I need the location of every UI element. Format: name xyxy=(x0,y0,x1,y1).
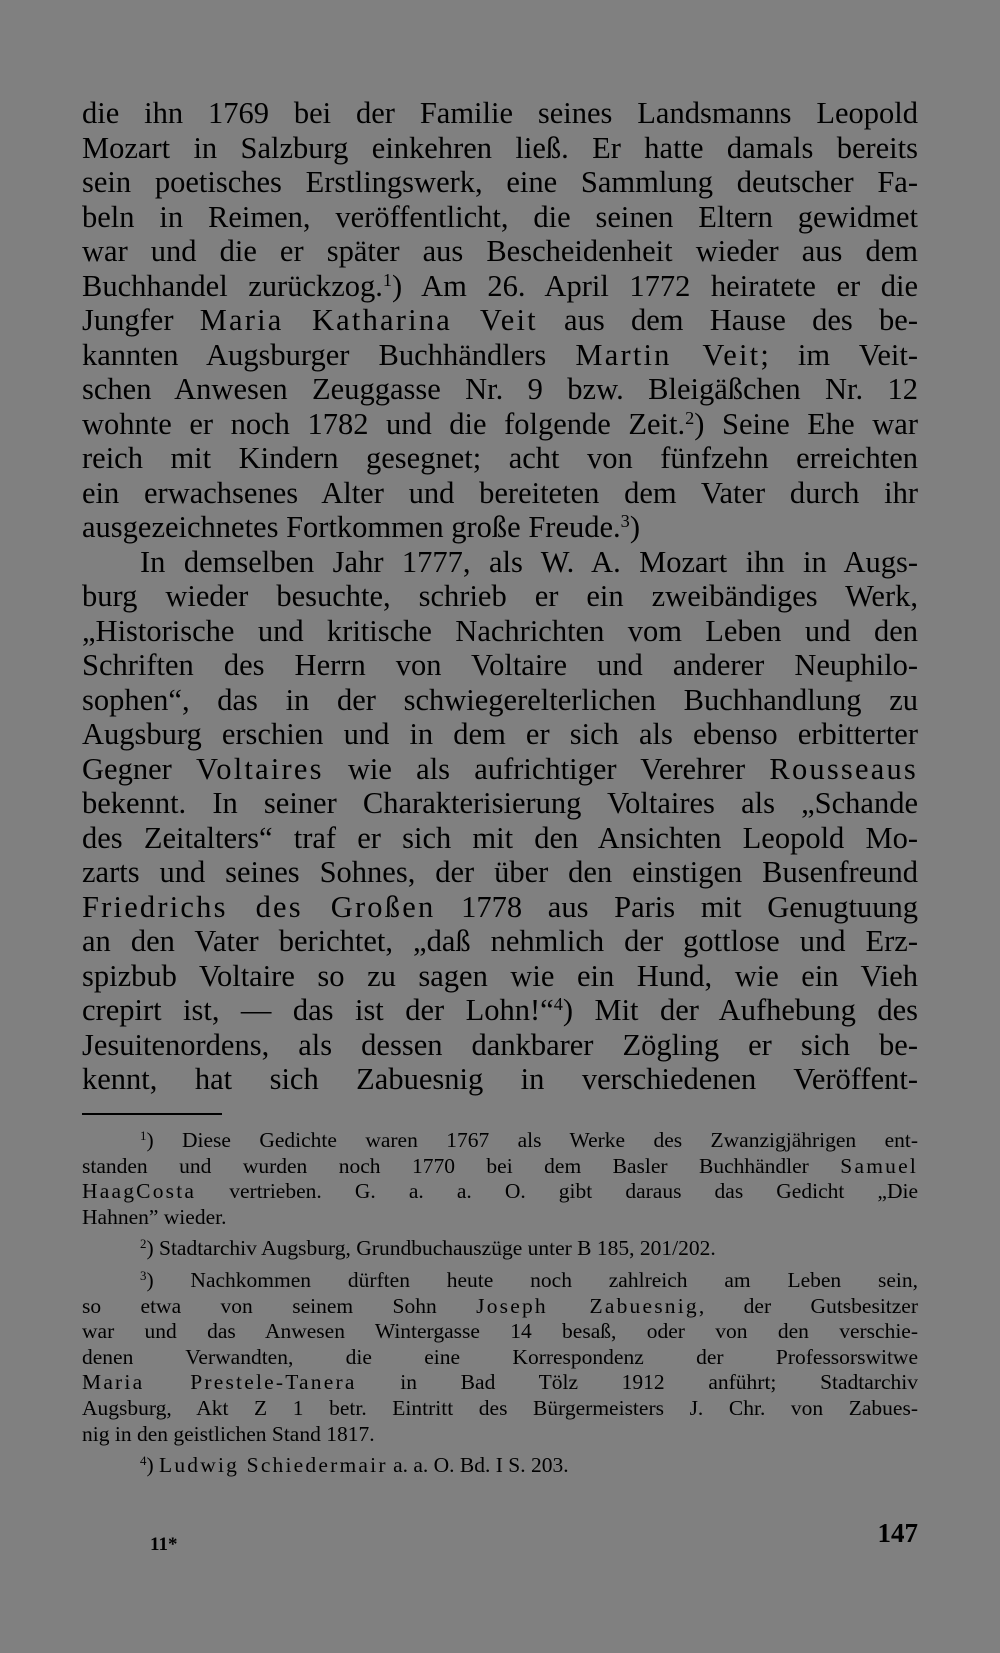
text-run: kannten Augsburger Buchhändlers xyxy=(82,337,576,372)
text-run: Hahnen” wieder. xyxy=(82,1204,227,1229)
text-run: war und das Anwesen Wintergasse 14 besaß, oder von den verschie- xyxy=(82,1319,918,1344)
footnote-number: 3 xyxy=(140,1268,147,1283)
text-run: wie als aufrichtiger Verehrer xyxy=(323,751,770,786)
text-run: ausgezeichnetes Fortkommen große Freude. xyxy=(82,510,621,544)
body-line xyxy=(82,993,918,1028)
body-line: sein poetisches Erstlingswerk, eine Sammlung deutscher Fa- xyxy=(82,165,918,199)
text-run: ) xyxy=(629,510,640,544)
text-run: ) Seine Ehe war xyxy=(694,406,918,441)
footnote-line xyxy=(82,1179,918,1205)
spaced-name: Maria Katharina Veit xyxy=(199,303,538,337)
text-run: nig in den geistlichen Stand 1817. xyxy=(82,1421,375,1446)
footnote-line xyxy=(82,1205,918,1231)
footnote-3 xyxy=(82,1268,918,1447)
body-line xyxy=(82,890,918,925)
footnote-rule xyxy=(82,1113,222,1115)
footnote-number: 4 xyxy=(140,1454,147,1469)
footnote-number: 1 xyxy=(140,1128,147,1143)
text-run: in Bad Tölz 1912 anführt; Stadtarchiv xyxy=(356,1370,918,1395)
spaced-name: Voltaires xyxy=(196,751,324,786)
text-run: aus dem Hause des be- xyxy=(537,303,918,337)
footnote-line xyxy=(82,1370,918,1396)
body-line: burg wieder besuchte, schrieb er ein zweibändiges Werk, xyxy=(82,579,918,613)
footnote-ref: 2 xyxy=(685,407,695,428)
body-line: war und die er später aus Bescheidenheit wieder aus dem xyxy=(82,234,918,268)
text-run: ) Nachkommen dürften heute noch zahlreich am Leben sein, xyxy=(146,1267,918,1292)
text-run: Jungfer xyxy=(82,303,200,337)
body-line xyxy=(82,407,918,442)
body-line xyxy=(82,338,918,373)
body-line xyxy=(82,303,918,338)
footnote-line xyxy=(82,1236,918,1262)
text-run: so etwa von seinem Sohn xyxy=(82,1293,477,1318)
footnote-2 xyxy=(82,1236,918,1262)
text-run: a. a. O. gibt daraus das Gedicht „Die xyxy=(408,1179,918,1204)
footnote-4 xyxy=(82,1453,918,1479)
footnote-1 xyxy=(82,1128,918,1230)
footnote-line xyxy=(82,1345,918,1371)
spaced-name: Joseph Zabuesnig xyxy=(476,1293,699,1318)
footnote-number: 2 xyxy=(140,1237,147,1252)
body-line: Mozart in Salzburg einkehren ließ. Er hatte damals bereits xyxy=(82,130,918,165)
body-line: beln in Reimen, veröffentlicht, die seinen Eltern gewidmet xyxy=(82,199,918,234)
body-line: zarts und seines Sohnes, der über den einstigen Busenfreund xyxy=(82,855,918,889)
text-run: Augsburg, Akt Z 1 betr. Eintritt des Bürgermeisters J. Chr. von Zabues- xyxy=(82,1395,918,1420)
body-line: ein erwachsenes Alter und bereiteten dem Vater durch ihr xyxy=(82,475,918,510)
text-run: Gegner xyxy=(82,751,196,786)
text-run: ; im Veit- xyxy=(760,337,918,372)
footnote-line xyxy=(82,1422,918,1448)
footnote-ref: 4 xyxy=(553,993,563,1014)
body-line: Augsburg erschien und in dem er sich als ebenso erbitterter xyxy=(82,717,918,751)
footnote-line xyxy=(82,1294,918,1320)
body-line: reich mit Kindern gesegnet; acht von fünfzehn erreichten xyxy=(82,441,918,475)
body-line: an den Vater berichtet, „daß nehmlich der gottlose und Erz- xyxy=(82,924,918,958)
text-run: 1778 aus Paris mit Genugtuung xyxy=(435,889,918,924)
text-run: vertrieben. G. xyxy=(196,1179,409,1204)
footnote-line xyxy=(82,1396,918,1422)
body-line xyxy=(82,752,918,787)
footnote-line xyxy=(82,1128,918,1154)
body-line xyxy=(82,269,918,304)
signature-mark: 11* xyxy=(150,1534,178,1555)
body-line: „Historische und kritische Nachrichten vom Leben und den xyxy=(82,613,918,648)
body-line: In demselben Jahr 1777, als W. A. Mozart ihn in Augs- xyxy=(140,544,918,579)
text-run: ) Mit der Aufhebung des xyxy=(562,993,918,1027)
body-text xyxy=(82,96,918,1097)
text-run: standen und wurden noch 1770 bei dem Basler Buchhändler xyxy=(82,1153,841,1178)
footnote-line xyxy=(82,1319,918,1345)
body-line: die ihn 1769 bei der Familie seines Landsmanns Leopold xyxy=(82,96,918,130)
body-line: bekennt. In seiner Charakterisierung Voltaires als „Schande xyxy=(82,786,918,820)
spaced-name: Rousseaus xyxy=(769,751,918,786)
text-run: Buchhandel zurückzog. xyxy=(82,268,383,303)
text-run: ) xyxy=(146,1453,159,1478)
text-run: denen Verwandten, die eine Korrespondenz der Professorswitwe xyxy=(82,1344,918,1369)
page-number: 147 xyxy=(877,1518,918,1548)
spaced-name: Friedrichs des Großen xyxy=(82,889,436,924)
spaced-name: Samuel xyxy=(840,1153,918,1178)
body-line xyxy=(82,510,918,545)
text-run: ) Am 26. April 1772 heiratete er die xyxy=(392,268,919,303)
body-line: des Zeitalters“ traf er sich mit den Ansichten Leopold Mo- xyxy=(82,820,918,855)
body-line: Jesuitenordens, als dessen dankbarer Zögling er sich be- xyxy=(82,1027,918,1062)
text-run: ) Diese Gedichte waren 1767 als Werke des Zwanzigjährigen ent- xyxy=(146,1128,918,1152)
body-line: schen Anwesen Zeuggasse Nr. 9 bzw. Bleigäßchen Nr. 12 xyxy=(82,372,918,406)
spaced-name: Martin Veit xyxy=(575,337,761,372)
body-line: Schriften des Herrn von Voltaire und anderer Neuphilo- xyxy=(82,648,918,682)
spaced-name: Haag xyxy=(82,1179,137,1204)
text-run: wohnte er noch 1782 und die folgende Zeit. xyxy=(82,406,686,441)
text-run: a. a. O. Bd. I S. 203. xyxy=(387,1453,569,1478)
spaced-name: Costa xyxy=(136,1179,197,1204)
footnote-line xyxy=(82,1268,918,1294)
spaced-name: Ludwig Schiedermair xyxy=(159,1453,388,1478)
footnotes xyxy=(82,1128,918,1479)
body-line: sophen“, das in der schwiegerelterlichen Buchhandlung zu xyxy=(82,682,918,717)
body-line: spizbub Voltaire so zu sagen wie ein Hund, wie ein Vieh xyxy=(82,958,918,993)
footnote-line xyxy=(82,1154,918,1180)
footnote-line xyxy=(82,1453,918,1479)
text-run: ) Stadtarchiv Augsburg, Grundbuchauszüge unter B 185, 201/202. xyxy=(146,1236,716,1261)
text-run: , der Gutsbesitzer xyxy=(698,1293,919,1318)
text-run: crepirt ist, — das ist der Lohn!“ xyxy=(82,993,554,1027)
spaced-name: Maria Prestele-Tanera xyxy=(82,1370,357,1395)
footnote-ref: 1 xyxy=(382,269,393,290)
footnote-ref: 3 xyxy=(620,510,630,531)
body-line: kennt, hat sich Zabuesnig in verschiedenen Veröffent- xyxy=(82,1062,918,1096)
